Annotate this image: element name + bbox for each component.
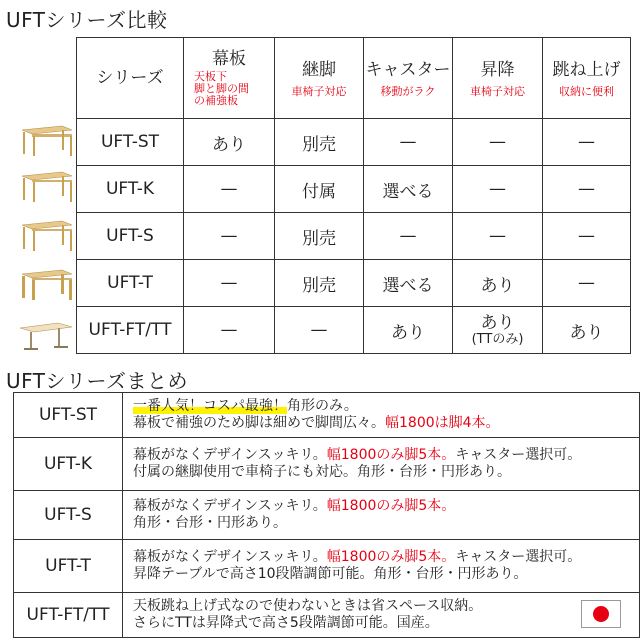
comparison-table	[76, 37, 631, 354]
summary-desc: 幕板がなくデザインスッキリ。幅1800のみ脚5本。キャスター選択可。 付属の継脚使用で車椅子にも対応。角形・台形・円形あり。	[123, 438, 640, 491]
cell-keikyaku: —	[275, 307, 364, 354]
summary-row	[14, 540, 640, 593]
summary-desc: 幕板がなくデザインスッキリ。幅1800のみ脚5本。 角形・台形・円形あり。	[123, 491, 640, 540]
row-name: UFT-K	[77, 166, 184, 213]
cell-keikyaku: 別売	[275, 119, 364, 166]
summary-row	[14, 393, 640, 438]
header-keikyaku: 継脚 車椅子対応	[275, 38, 364, 119]
cell-hane: あり	[543, 307, 631, 354]
cell-hane: —	[543, 213, 631, 260]
cell-hane: —	[543, 119, 631, 166]
summary-name: UFT-FT/TT	[14, 593, 123, 638]
cell-caster: —	[364, 213, 453, 260]
highlight-text: 一番人気！コスパ最強！	[133, 398, 287, 414]
header-shoko: 昇降 車椅子対応	[453, 38, 543, 119]
cell-hane: —	[543, 260, 631, 307]
comparison-header-row	[77, 38, 631, 119]
header-makuita: 幕板 天板下 脚と脚の間 の補強板	[184, 38, 275, 119]
cell-keikyaku: 別売	[275, 260, 364, 307]
cell-shoko: —	[453, 166, 543, 213]
cell-shoko: あり	[453, 260, 543, 307]
cell-caster: 選べる	[364, 260, 453, 307]
row-name: UFT-S	[77, 213, 184, 260]
cell-makuita: —	[184, 307, 275, 354]
table-row	[77, 166, 631, 213]
cell-caster: 選べる	[364, 166, 453, 213]
table-thumbnail-uft-t	[18, 266, 74, 302]
compare-title: UFTシリーズ比較	[6, 8, 168, 32]
row-name: UFT-FT/TT	[77, 307, 184, 354]
table-thumbnail-uft-s	[18, 217, 74, 253]
summary-name: UFT-K	[14, 438, 123, 491]
cell-makuita: —	[184, 166, 275, 213]
cell-shoko-value: あり	[480, 312, 515, 333]
table-thumbnail-uft-st	[18, 122, 74, 158]
table-thumbnail-uft-ft	[18, 318, 74, 354]
summary-desc: 一番人気！コスパ最強！角形のみ。 幕板で補強のため脚は細めで脚間広々。幅1800は脚4本。	[123, 393, 640, 438]
summary-desc: 天板跳ね上げ式なので使わないときは省スペース収納。 さらにTTは昇降式で高さ5段階調節可能。国産。	[123, 593, 640, 638]
header-caster: キャスター 移動がラク	[364, 38, 453, 119]
summary-row	[14, 438, 640, 491]
cell-shoko	[453, 307, 543, 354]
table-row	[77, 307, 631, 354]
summary-row	[14, 491, 640, 540]
cell-caster: あり	[364, 307, 453, 354]
table-row	[77, 213, 631, 260]
table-row	[77, 260, 631, 307]
summary-table	[13, 392, 640, 638]
japan-flag-icon	[581, 600, 621, 628]
header-series: シリーズ	[77, 38, 184, 119]
cell-caster: —	[364, 119, 453, 166]
cell-keikyaku: 付属	[275, 166, 364, 213]
summary-row	[14, 593, 640, 638]
table-row	[77, 119, 631, 166]
cell-makuita: あり	[184, 119, 275, 166]
summary-name: UFT-S	[14, 491, 123, 540]
cell-hane: —	[543, 166, 631, 213]
row-name: UFT-T	[77, 260, 184, 307]
summary-title: UFTシリーズまとめ	[6, 369, 189, 393]
cell-keikyaku: 別売	[275, 213, 364, 260]
row-name: UFT-ST	[77, 119, 184, 166]
summary-name: UFT-ST	[14, 393, 123, 438]
summary-name: UFT-T	[14, 540, 123, 593]
header-hane: 跳ね上げ 収納に便利	[543, 38, 631, 119]
cell-shoko: —	[453, 119, 543, 166]
cell-makuita: —	[184, 213, 275, 260]
cell-shoko: —	[453, 213, 543, 260]
cell-shoko-note: (TTのみ)	[471, 331, 524, 347]
table-thumbnail-uft-k	[18, 168, 74, 204]
cell-makuita: —	[184, 260, 275, 307]
summary-desc: 幕板がなくデザインスッキリ。幅1800のみ脚5本。キャスター選択可。 昇降テーブルで高さ10段階調節可能。角形・台形・円形あり。	[123, 540, 640, 593]
